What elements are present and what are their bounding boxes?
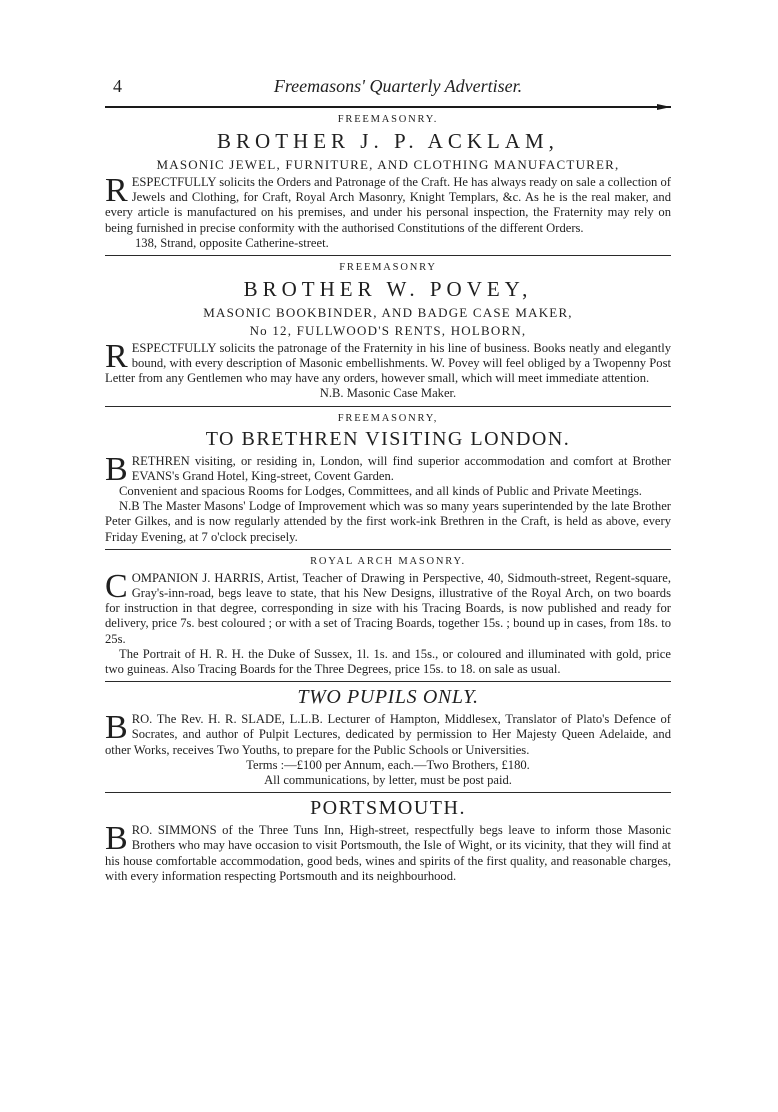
ad-harris (105, 556, 671, 677)
header-rule (105, 106, 671, 108)
ad-note: N.B. Masonic Case Maker. (319, 386, 457, 401)
ad-label: FREEMASONRY (339, 261, 437, 273)
ad-body-text: ESPECTFULLY solicits the Orders and Patronage of the Craft. He has always ready on sale a collection of Jewels and Clothing, for Craft, Royal Arch Masonry, Knight Templars, &c. As he is the real maker, and every article is manufactured on his premises, and under his personal inspection, the Fraternity may rely on being furnished in precise conformity with the authorised Constitutions of the different Orders. (105, 175, 671, 235)
running-header (105, 76, 671, 102)
ad-body-text: OMPANION J. HARRIS, Artist, Teacher of Drawing in Perspective, 40, Sidmouth-street, Regent-square, Gray's-inn-road, begs leave to state, that his New Designs, illustrative of the Royal Arch, on two boards for instruction in that degree, corresponding in size with his Tracing Boards, is now published and ready for delivery, price 7s. best coloured ; or with a set of Tracing Boards, together 15s. ; bound up in cases, from 18s. to 25s. (105, 570, 671, 646)
ad-povey (105, 262, 671, 402)
drop-initial: R (105, 337, 128, 375)
divider (105, 792, 671, 793)
drop-initial: C (105, 567, 128, 605)
ad-title: PORTSMOUTH. (310, 797, 466, 820)
page-number: 4 (113, 76, 122, 96)
ad-label: FREEMASONRY, (337, 412, 439, 424)
running-title: Freemasons' Quarterly Advertiser. (273, 76, 523, 96)
ad-body (105, 709, 671, 758)
ad-paragraph: Convenient and spacious Rooms for Lodges, Committees, and all kinds of Public and Private Meetings. (119, 484, 642, 499)
ad-two-pupils (105, 686, 671, 788)
ad-label: FREEMASONRY. (337, 114, 439, 125)
ad-subtitle: MASONIC BOOKBINDER, AND BADGE CASE MAKER, (203, 304, 573, 320)
divider (105, 549, 671, 550)
ad-note: All communications, by letter, must be post paid. (264, 773, 512, 788)
ad-paragraph: The Portrait of H. R. H. the Duke of Sussex, 1l. 1s. and 15s., or coloured and illuminated with gold, price two guineas. Also Tracing Boards for the Three Degrees, price 15s. to 18. on sale as usual. (105, 646, 671, 677)
ad-body-text: ESPECTFULLY solicits the patronage of the Fraternity in his line of business. Books neatly and elegantly bound, with every description of Masonic embellishments. W. Povey will feel obliged by a Twopenny Post Letter from any Gentlemen who may have any orders, however small, which will meet immediate attention. (105, 340, 671, 386)
ad-paragraph: N.B The Master Masons' Lodge of Improvement which was so many years superintended by the late Brother Peter Gilkes, and is now regularly attended by the first work-ink Brethren in the Craft, is held as above, every Friday Evening, at 7 o'clock precisely. (105, 499, 671, 544)
ad-title: TO BRETHREN VISITING LONDON. (205, 427, 571, 450)
drop-initial: R (105, 172, 128, 209)
ad-body-text: RO. SIMMONS of the Three Tuns Inn, High-street, respectfully begs leave to inform those Masonic Brothers who may have occasion to visit Portsmouth, the Isle of Wight, or its vicinity, that they will find at his house comfortable accommodation, good beds, wines and spirits of the first quality, and reasonable charges, with every information respecting Portsmouth and its neighbourhood. (105, 823, 671, 883)
ad-address: 138, Strand, opposite Catherine-street. (135, 235, 329, 250)
drop-initial: B (105, 709, 128, 747)
ad-title: BROTHER W. POVEY, (243, 276, 533, 301)
divider (105, 255, 671, 256)
ad-body-text: RO. The Rev. H. R. SLADE, L.L.B. Lecturer of Hampton, Middlesex, Translator of Plato's Defence of Socrates, and author of Pulpit Lectures, dedicated by permission to Her Majesty Queen Adelaide, and other Works, receives Two Youths, to prepare for the Public Schools or Universities. (105, 712, 671, 757)
rule-arrow-icon (657, 104, 671, 110)
ad-title: TWO PUPILS ONLY. (297, 686, 479, 709)
divider (105, 681, 671, 682)
ad-body (105, 450, 671, 488)
ad-body (105, 567, 671, 647)
ad-body (105, 172, 671, 236)
ad-body (105, 820, 671, 884)
drop-initial: B (105, 450, 128, 488)
ad-body (105, 337, 671, 387)
ad-acklam (105, 114, 671, 251)
ad-label: ROYAL ARCH MASONRY. (310, 555, 466, 567)
ad-subtitle: MASONIC JEWEL, FURNITURE, AND CLOTHING MANUFACTURER, (156, 157, 620, 172)
divider (105, 406, 671, 407)
drop-initial: B (105, 820, 128, 858)
ad-title: BROTHER J. P. ACKLAM, (217, 129, 559, 153)
ad-evans-hotel (105, 413, 671, 545)
advertiser-page (105, 76, 671, 886)
ad-terms: Terms :—£100 per Annum, each.—Two Brothers, £180. (246, 757, 530, 772)
ad-address-line: No 12, FULLWOOD'S RENTS, HOLBORN, (249, 322, 527, 338)
ad-body-text: RETHREN visiting, or residing in, London, will find superior accommodation and comfort at Brother EVANS's Grand Hotel, King-street, Covent Garden. (131, 453, 671, 483)
ad-portsmouth (105, 797, 671, 884)
